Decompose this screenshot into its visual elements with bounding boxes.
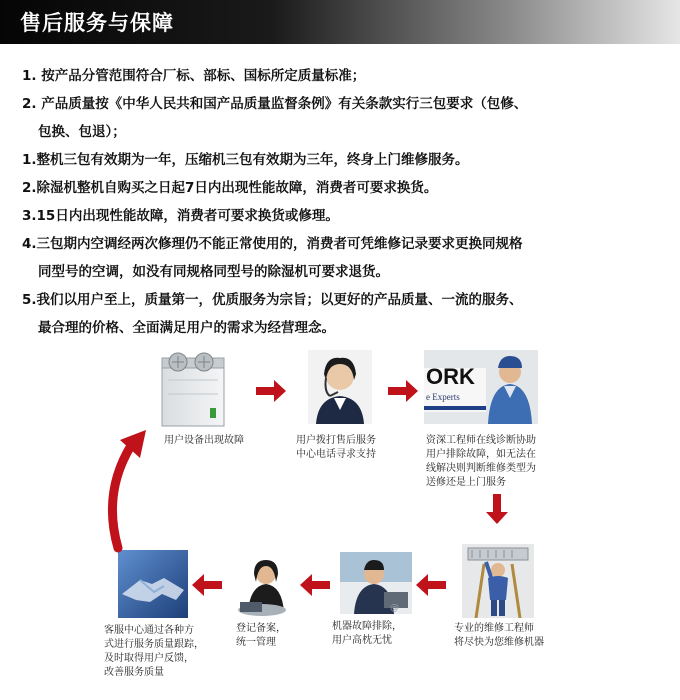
term-number: 3. xyxy=(22,208,37,224)
term-number: 2. xyxy=(22,96,37,112)
flow-step-caption: 用户拨打售后服务 中心电话寻求支持 xyxy=(296,435,376,460)
term-number: 4. xyxy=(22,236,37,252)
term-text: 我们以用户至上，质量第一，优质服务为宗旨；以更好的产品质量、一流的服务、 xyxy=(36,292,523,308)
flow-step-call-center xyxy=(296,348,396,468)
flow-step-caption: 机器故障排除， 用户高枕无忧 xyxy=(332,621,402,646)
flow-step-repair xyxy=(444,542,574,662)
flow-step-caption: 资深工程师在线诊断协助 用户排除故障，如无法在 线解决则判断维修类型为 送修还是上门服务 xyxy=(426,435,536,488)
term-text-continued: 同型号的空调，如没有同规格同型号的除湿机可要求退货。 xyxy=(38,264,389,280)
flow-step-caption: 用户设备出现故障 xyxy=(164,435,244,446)
arrow-down-icon xyxy=(484,492,510,530)
term-text-continued: 最合理的价格、全面满足用户的需求为经营理念。 xyxy=(38,320,335,336)
service-terms-list xyxy=(22,62,662,342)
arrow-right-icon xyxy=(254,378,288,408)
engineer-icon xyxy=(424,350,538,424)
outdoor-unit-icon xyxy=(158,350,230,428)
headset-operator-icon xyxy=(308,350,372,424)
flow-step-caption: 登记备案， 统一管理 xyxy=(236,623,286,648)
term-text-continued: 包换、包退）； xyxy=(38,124,126,140)
term-item xyxy=(22,90,662,146)
flow-step-feedback xyxy=(104,548,214,678)
flow-step-diagnosis xyxy=(424,348,564,498)
term-item xyxy=(22,286,662,342)
header-bar xyxy=(0,0,680,44)
term-text: 按产品分管范围符合厂标、部标、国标所定质量标准； xyxy=(36,68,366,84)
term-number: 1. xyxy=(22,152,37,168)
term-item xyxy=(22,174,662,202)
term-number: 1. xyxy=(22,68,37,84)
handshake-icon xyxy=(118,550,188,618)
term-number: 2. xyxy=(22,180,37,196)
term-number: 5. xyxy=(22,292,37,308)
brand-logo-text: ORK xyxy=(426,364,475,389)
flow-step-resolved xyxy=(330,550,430,660)
flow-step-caption: 专业的维修工程师 将尽快为您维修机器 xyxy=(454,623,544,648)
banner-text: e Experts xyxy=(426,392,460,402)
service-flow-diagram xyxy=(0,340,680,700)
term-text: 三包期内空调经两次修理仍不能正常使用的，消费者可凭维修记录要求更换同规格 xyxy=(36,236,523,252)
term-text: 15日内出现性能故障，消费者可要求换货或修理。 xyxy=(36,208,339,224)
term-item xyxy=(22,230,662,286)
term-text: 产品质量按《中华人民共和国产品质量监督条例》有关条款实行三包要求（包修、 xyxy=(36,96,528,112)
term-item xyxy=(22,146,662,174)
registration-staff-icon xyxy=(232,552,298,618)
page-title: 售后服务与保障 xyxy=(20,11,174,35)
repair-technician-icon xyxy=(462,544,534,618)
term-text: 整机三包有效期为一年，压缩机三包有效期为三年，终身上门维修服务。 xyxy=(36,152,469,168)
return-arrow-icon xyxy=(96,426,156,560)
arrow-right-icon xyxy=(386,378,420,408)
flow-step-caption: 客服中心通过各种方 式进行服务质量跟踪， 及时取得用户反馈， 改善服务质量 xyxy=(104,625,204,678)
term-item xyxy=(22,202,662,230)
flow-step-fault xyxy=(150,348,260,458)
satisfied-user-icon xyxy=(340,552,412,614)
flow-step-registration xyxy=(226,550,316,660)
term-item xyxy=(22,62,662,90)
svg-text:@: @ xyxy=(390,603,399,613)
term-text: 除湿机整机自购买之日起7日内出现性能故障，消费者可要求换货。 xyxy=(36,180,438,196)
